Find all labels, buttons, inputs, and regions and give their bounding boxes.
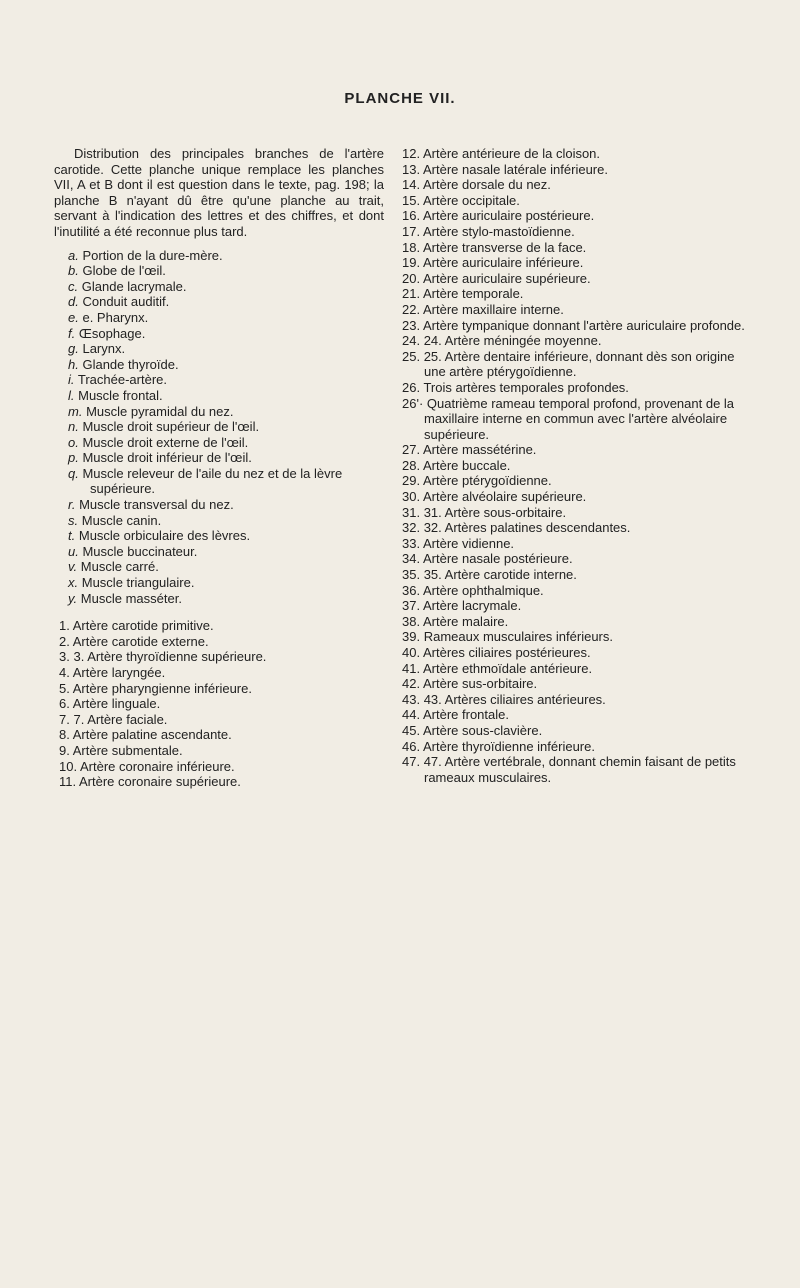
legend-item bbox=[59, 743, 384, 759]
legend-item bbox=[68, 435, 384, 451]
legend-key: 21. bbox=[402, 286, 421, 302]
legend-text: Artère auriculaire inférieure. bbox=[422, 255, 584, 271]
legend-key: u. bbox=[68, 543, 79, 559]
legend-key: 45. bbox=[402, 722, 421, 738]
legend-item bbox=[68, 341, 384, 357]
legend-key: l. bbox=[68, 387, 75, 403]
legend-key: 5. bbox=[59, 680, 70, 696]
legend-key: 27. bbox=[402, 442, 421, 458]
legend-text: Artère lacrymale. bbox=[422, 598, 522, 614]
legend-text: Artère stylo-mastoïdienne. bbox=[422, 223, 575, 239]
legend-text: Artère laryngée. bbox=[72, 665, 166, 680]
legend-key: s. bbox=[68, 512, 79, 528]
legend-text: Artère coronaire inférieure. bbox=[79, 758, 235, 774]
legend-text: 43. Artères ciliaires antérieures. bbox=[423, 691, 606, 707]
legend-key: m. bbox=[68, 403, 83, 419]
legend-key: 1. bbox=[59, 618, 70, 634]
legend-key: 26'· bbox=[402, 395, 424, 411]
legend-text: Artère antérieure de la cloison. bbox=[422, 146, 601, 161]
legend-key: 38. bbox=[402, 613, 421, 629]
legend-text: Trachée-artère. bbox=[77, 372, 167, 388]
legend-item bbox=[68, 419, 384, 435]
legend-item bbox=[402, 162, 754, 178]
legend-item bbox=[59, 759, 384, 775]
legend-item bbox=[68, 372, 384, 388]
legend-key: 34. bbox=[402, 551, 421, 567]
legend-item bbox=[402, 442, 754, 458]
legend-key: v. bbox=[68, 559, 78, 575]
legend-text: Artère carotide externe. bbox=[72, 633, 209, 649]
legend-item bbox=[68, 326, 384, 342]
legend-item bbox=[68, 263, 384, 279]
legend-key: 31. bbox=[402, 504, 421, 520]
legend-item bbox=[402, 224, 754, 240]
legend-key: c. bbox=[68, 278, 79, 294]
legend-item bbox=[59, 681, 384, 697]
legend-text: Artère nasale postérieure. bbox=[422, 551, 573, 567]
legend-item bbox=[402, 255, 754, 271]
legend-key: 33. bbox=[402, 535, 421, 551]
legend-item bbox=[68, 591, 384, 607]
legend-key: t. bbox=[68, 528, 76, 544]
legend-key: a. bbox=[68, 247, 79, 263]
legend-item bbox=[68, 466, 384, 497]
legend-text: Muscle droit inférieur de l'œil. bbox=[82, 450, 252, 466]
legend-text: Artère alvéolaire supérieure. bbox=[422, 489, 587, 505]
legend-text: Artère palatine ascendante. bbox=[72, 727, 232, 743]
legend-key: 30. bbox=[402, 489, 421, 505]
legend-text: Artère carotide primitive. bbox=[72, 618, 214, 634]
legend-item bbox=[402, 629, 754, 645]
legend-item bbox=[402, 754, 754, 785]
legend-item bbox=[402, 692, 754, 708]
legend-key: e. bbox=[68, 309, 79, 325]
legend-key: 4. bbox=[59, 665, 70, 680]
legend-item bbox=[68, 279, 384, 295]
legend-item bbox=[59, 712, 384, 728]
legend-item bbox=[59, 649, 384, 665]
legend-text: Globe de l'œil. bbox=[82, 263, 166, 279]
legend-item bbox=[402, 380, 754, 396]
legend-text: Artères ciliaires postérieures. bbox=[422, 645, 591, 660]
legend-item bbox=[402, 208, 754, 224]
legend-text: e. Pharynx. bbox=[82, 309, 149, 325]
legend-text: Artère auriculaire postérieure. bbox=[422, 208, 595, 224]
legend-key: n. bbox=[68, 419, 79, 435]
legend-key: 20. bbox=[402, 270, 421, 286]
legend-item bbox=[402, 598, 754, 614]
legend-item bbox=[402, 676, 754, 692]
legend-text: Muscle buccinateur. bbox=[82, 543, 198, 559]
legend-text: Muscle triangulaire. bbox=[81, 575, 195, 591]
legend-item bbox=[68, 404, 384, 420]
legend-key: i. bbox=[68, 372, 75, 388]
legend-text: Portion de la dure-mère. bbox=[82, 247, 223, 263]
legend-text: Artère ophthalmique. bbox=[422, 582, 544, 598]
legend-text: 31. Artère sous-orbitaire. bbox=[423, 504, 567, 520]
legend-key: 8. bbox=[59, 727, 70, 743]
legend-item bbox=[68, 559, 384, 575]
legend-item bbox=[402, 520, 754, 536]
legend-item bbox=[68, 544, 384, 560]
legend-item bbox=[402, 723, 754, 739]
legend-item bbox=[402, 739, 754, 755]
legend-item bbox=[402, 614, 754, 630]
legend-key: 25. bbox=[402, 348, 421, 364]
legend-text: Artère auriculaire supérieure. bbox=[422, 270, 591, 286]
legend-item bbox=[59, 618, 384, 634]
legend-text: Larynx. bbox=[82, 341, 126, 357]
legend-text: Muscle pyramidal du nez. bbox=[86, 403, 234, 419]
legend-text: Trois artères temporales profondes. bbox=[423, 379, 629, 395]
legend-key: 47. bbox=[402, 754, 421, 770]
legend-text: Quatrième rameau temporal profond, provenant de la maxillaire interne en commun avec l'artère alvéolaire supérieure. bbox=[424, 395, 735, 442]
legend-item bbox=[402, 551, 754, 567]
legend-key: 29. bbox=[402, 473, 421, 489]
legend-text: Artère submentale. bbox=[72, 742, 183, 758]
legend-key: y. bbox=[68, 590, 78, 606]
legend-key: 17. bbox=[402, 223, 421, 239]
legend-key: 36. bbox=[402, 582, 421, 598]
legend-key: 28. bbox=[402, 457, 421, 473]
legend-item bbox=[68, 357, 384, 373]
legend-key: 13. bbox=[402, 161, 421, 177]
legend-item bbox=[68, 513, 384, 529]
legend-key: r. bbox=[68, 497, 76, 513]
legend-key: 19. bbox=[402, 255, 421, 271]
legend-item bbox=[402, 302, 754, 318]
legend-key: 22. bbox=[402, 301, 421, 317]
legend-key: 2. bbox=[59, 633, 70, 649]
legend-key: 3. bbox=[59, 649, 70, 665]
legend-text: Artère ethmoïdale antérieure. bbox=[422, 660, 593, 676]
legend-text: Artère nasale latérale inférieure. bbox=[422, 161, 608, 177]
legend-item bbox=[59, 665, 384, 681]
legend-item bbox=[402, 240, 754, 256]
legend-text: 35. Artère carotide interne. bbox=[423, 567, 577, 583]
legend-key: 10. bbox=[59, 758, 78, 774]
legend-item bbox=[68, 450, 384, 466]
legend-key: q. bbox=[68, 465, 79, 481]
legend-key: f. bbox=[68, 325, 76, 341]
right-column bbox=[402, 146, 754, 785]
legend-text: 24. Artère méningée moyenne. bbox=[423, 333, 602, 349]
legend-key: 6. bbox=[59, 696, 70, 712]
letter-legend bbox=[68, 248, 384, 607]
legend-key: 32. bbox=[402, 520, 421, 536]
legend-text: Artère dorsale du nez. bbox=[422, 177, 551, 193]
legend-key: 42. bbox=[402, 676, 421, 692]
legend-text: Artère tympanique donnant l'artère auriculaire profonde. bbox=[422, 317, 745, 333]
legend-key: 7. bbox=[59, 711, 70, 727]
legend-text: Artère vidienne. bbox=[422, 535, 515, 551]
legend-key: 18. bbox=[402, 239, 421, 255]
legend-text: 32. Artères palatines descendantes. bbox=[423, 520, 631, 536]
legend-item bbox=[402, 536, 754, 552]
legend-item bbox=[402, 271, 754, 287]
legend-key: h. bbox=[68, 356, 79, 372]
number-legend-left bbox=[59, 618, 384, 790]
legend-text: Glande thyroïde. bbox=[82, 356, 179, 372]
legend-key: d. bbox=[68, 294, 79, 310]
legend-key: p. bbox=[68, 450, 79, 466]
legend-key: 46. bbox=[402, 738, 421, 754]
legend-item bbox=[68, 294, 384, 310]
legend-item bbox=[402, 193, 754, 209]
legend-text: Artère buccale. bbox=[422, 457, 511, 473]
legend-text: Muscle orbiculaire des lèvres. bbox=[78, 528, 251, 544]
legend-key: 16. bbox=[402, 208, 421, 224]
legend-item bbox=[402, 286, 754, 302]
legend-item bbox=[402, 458, 754, 474]
legend-key: b. bbox=[68, 263, 79, 279]
legend-key: 39. bbox=[402, 629, 421, 645]
legend-item bbox=[402, 661, 754, 677]
legend-text: 3. Artère thyroïdienne supérieure. bbox=[73, 649, 267, 665]
legend-item bbox=[402, 645, 754, 661]
legend-item bbox=[68, 528, 384, 544]
legend-item bbox=[402, 707, 754, 723]
legend-key: 37. bbox=[402, 598, 421, 614]
legend-text: Artère frontale. bbox=[422, 707, 509, 723]
legend-item bbox=[402, 473, 754, 489]
legend-text: Artère pharyngienne inférieure. bbox=[72, 680, 252, 696]
legend-text: Artère temporale. bbox=[422, 286, 524, 302]
legend-item bbox=[402, 567, 754, 583]
legend-text: Artère maxillaire interne. bbox=[422, 301, 564, 317]
legend-text: 25. Artère dentaire inférieure, donnant dès son origine une artère ptérygoïdienne. bbox=[423, 348, 735, 380]
legend-item bbox=[402, 333, 754, 349]
legend-item bbox=[402, 489, 754, 505]
legend-item bbox=[59, 727, 384, 743]
legend-key: 35. bbox=[402, 567, 421, 583]
page-title: PLANCHE VII. bbox=[344, 90, 456, 107]
legend-key: 12. bbox=[402, 146, 421, 161]
legend-item bbox=[402, 318, 754, 334]
legend-text: 47. Artère vertébrale, donnant chemin faisant de petits rameaux musculaires. bbox=[423, 754, 736, 785]
legend-key: 14. bbox=[402, 177, 421, 193]
legend-key: 15. bbox=[402, 192, 421, 208]
legend-text: Rameaux musculaires inférieurs. bbox=[423, 629, 613, 645]
legend-item bbox=[59, 696, 384, 712]
legend-text: Muscle carré. bbox=[80, 559, 159, 575]
legend-text: Artère ptérygoïdienne. bbox=[422, 473, 552, 489]
legend-text: Muscle transversal du nez. bbox=[79, 497, 234, 513]
legend-key: 40. bbox=[402, 645, 421, 660]
legend-item bbox=[402, 583, 754, 599]
legend-text: Artère sous-clavière. bbox=[422, 722, 543, 738]
legend-item bbox=[68, 497, 384, 513]
legend-item bbox=[59, 634, 384, 650]
legend-item bbox=[68, 575, 384, 591]
legend-key: 11. bbox=[59, 774, 77, 790]
legend-item bbox=[402, 146, 754, 162]
legend-item bbox=[59, 774, 384, 790]
legend-text: Glande lacrymale. bbox=[81, 278, 187, 294]
legend-item bbox=[402, 349, 754, 380]
legend-text: Artère sus-orbitaire. bbox=[422, 676, 538, 692]
legend-text: Artère thyroïdienne inférieure. bbox=[422, 738, 595, 754]
legend-text: Muscle canin. bbox=[81, 512, 162, 528]
legend-text: Muscle releveur de l'aile du nez et de la lèvre supérieure. bbox=[82, 465, 343, 497]
legend-item bbox=[402, 396, 754, 443]
legend-item bbox=[68, 248, 384, 264]
intro-paragraph: Distribution des principales branches de l'artère carotide. Cette planche unique remplace les planches VII, A et B dont il est question dans le texte, pag. 198; la planche B n'ayant dû être qu'une planche au trait, servant à l'indication des lettres et des chiffres, et dont l'inutilité a été reconnue plus tard. bbox=[54, 146, 384, 239]
legend-key: 43. bbox=[402, 691, 421, 707]
legend-text: Muscle frontal. bbox=[78, 387, 163, 403]
legend-text: Œsophage. bbox=[78, 325, 146, 341]
legend-text: Muscle droit externe de l'œil. bbox=[82, 434, 249, 450]
legend-item bbox=[402, 177, 754, 193]
legend-key: o. bbox=[68, 434, 79, 450]
legend-text: Muscle droit supérieur de l'œil. bbox=[82, 419, 260, 435]
legend-key: x. bbox=[68, 575, 79, 591]
legend-item bbox=[402, 505, 754, 521]
legend-key: 41. bbox=[402, 660, 421, 676]
legend-key: 44. bbox=[402, 707, 421, 723]
legend-text: Artère occipitale. bbox=[422, 192, 520, 208]
legend-text: Artère massétérine. bbox=[422, 442, 537, 458]
legend-key: 23. bbox=[402, 317, 421, 333]
legend-text: Muscle masséter. bbox=[80, 590, 182, 606]
legend-item bbox=[68, 310, 384, 326]
legend-key: 24. bbox=[402, 333, 421, 349]
legend-text: Artère linguale. bbox=[72, 696, 161, 712]
legend-text: Artère transverse de la face. bbox=[422, 239, 587, 255]
legend-text: Artère coronaire supérieure. bbox=[79, 774, 241, 790]
legend-key: 9. bbox=[59, 742, 70, 758]
legend-item bbox=[68, 388, 384, 404]
legend-key: 26. bbox=[402, 379, 421, 395]
left-column bbox=[54, 146, 384, 790]
legend-text: Artère malaire. bbox=[422, 613, 509, 629]
legend-text: Conduit auditif. bbox=[82, 294, 170, 310]
legend-text: 7. Artère faciale. bbox=[73, 711, 168, 727]
number-legend-right bbox=[402, 146, 754, 785]
legend-key: g. bbox=[68, 341, 79, 357]
